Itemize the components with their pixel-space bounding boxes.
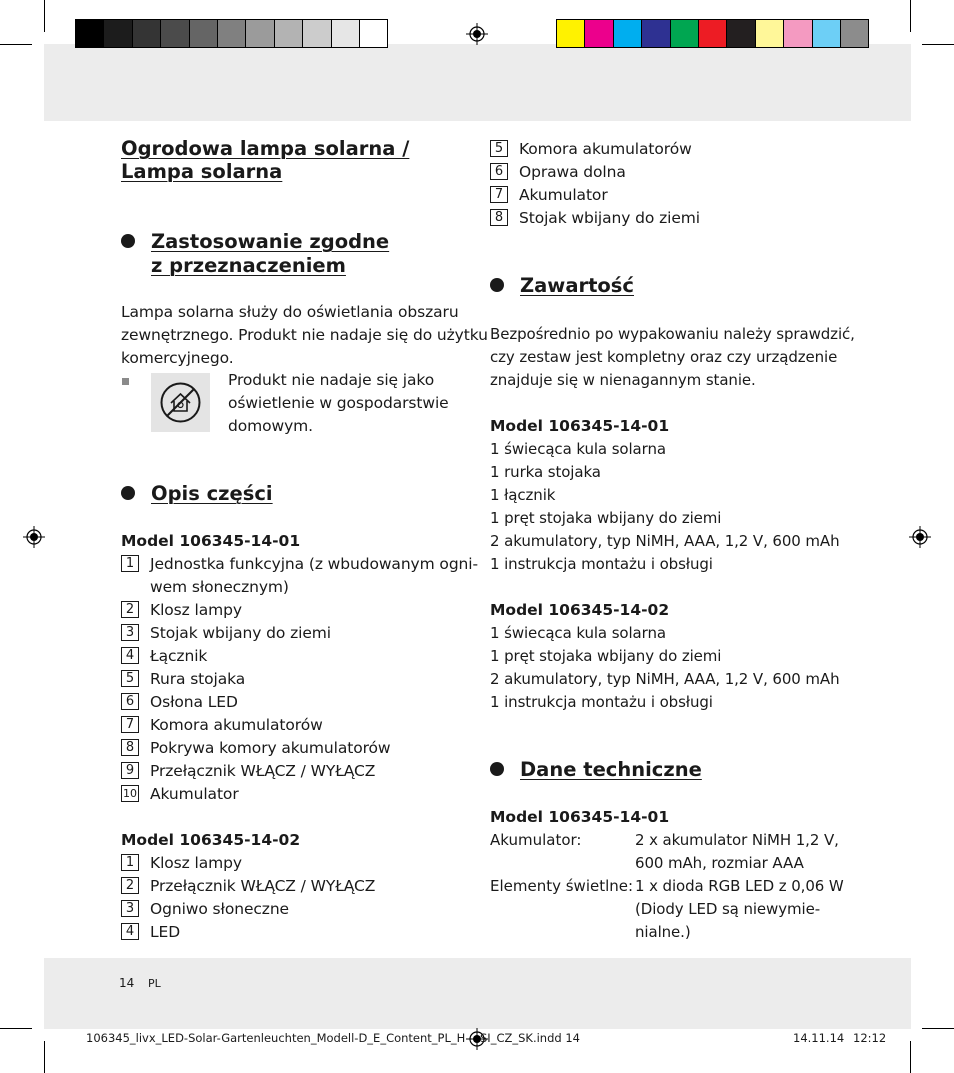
part-number: 6: [121, 693, 139, 710]
bullet-dot-icon: [121, 486, 135, 500]
intro-line: czy zestaw jest kompletny oraz czy urządzenie: [490, 348, 838, 366]
list-item: 1 świecąca kula solarna: [490, 624, 666, 642]
list-item: 1 instrukcja montażu i obsługi: [490, 693, 713, 711]
color-swatch: [302, 19, 331, 48]
section-heading-contents: [490, 274, 820, 300]
color-swatch: [75, 19, 104, 48]
bullet-dot-icon: [121, 234, 135, 248]
part-number: 6: [490, 163, 508, 180]
list-item: [490, 207, 840, 230]
part-number: 2: [121, 601, 139, 618]
color-swatch: [160, 19, 189, 48]
part-label: Osłona LED: [150, 693, 238, 711]
intro-line: znajduje się w nienagannym stanie.: [490, 371, 756, 389]
process-color-bar: [556, 19, 868, 48]
language-code: PL: [148, 977, 161, 990]
footer-band: [44, 958, 911, 1029]
color-swatch: [698, 19, 727, 48]
list-item: 2 akumulatory, typ NiMH, AAA, 1,2 V, 600 mAh: [490, 532, 840, 550]
part-number: 1: [121, 555, 139, 572]
part-label: Pokrywa komory akumulatorów: [150, 739, 391, 757]
header-band: [44, 44, 911, 121]
parts-list-model1: [121, 553, 478, 806]
spec-value-lights: 1 x dioda RGB LED z 0,06 W (Diody LED są niewymie- nialne.): [635, 877, 844, 941]
part-label: Klosz lampy: [150, 854, 242, 872]
color-swatch: [217, 19, 246, 48]
part-label: Oprawa dolna: [519, 163, 626, 181]
registration-mark-icon: [466, 23, 488, 45]
section-heading-usage: [121, 230, 451, 282]
page-title-line1: Ogrodowa lampa solarna /: [121, 137, 410, 160]
spec-value-battery: 2 x akumulator NiMH 1,2 V, 600 mAh, rozmiar AAA: [635, 831, 839, 872]
color-swatch: [556, 19, 585, 48]
section-heading-parts: [121, 482, 451, 508]
parts-list-model2: [121, 852, 471, 944]
list-item: [121, 852, 471, 875]
list-item: [490, 161, 840, 184]
parts-list-model2-continued: [490, 138, 840, 230]
part-number: 10: [123, 787, 137, 800]
part-label: Komora akumulatorów: [150, 716, 323, 734]
no-household-lighting-icon: [151, 373, 210, 432]
note-line: domowym.: [228, 417, 313, 435]
model-title: Model 106345-14-02: [121, 831, 301, 849]
usage-heading-line1: Zastosowanie zgodne: [151, 230, 390, 253]
parts-heading: Opis części: [151, 482, 273, 505]
contents-list-model2: [490, 622, 840, 714]
usage-line: zewnętrznego. Produkt nie nadaje się do użytku: [121, 326, 488, 344]
list-item: [121, 875, 471, 898]
model-title: Model 106345-14-01: [121, 532, 301, 550]
list-item: [121, 783, 471, 806]
list-item: [121, 622, 471, 645]
part-number: 5: [121, 670, 139, 687]
part-number: 3: [121, 900, 139, 917]
color-swatch: [331, 19, 360, 48]
intro-line: Bezpośrednio po wypakowaniu należy sprawdzić,: [490, 325, 855, 343]
color-swatch: [840, 19, 869, 48]
list-item: [121, 737, 471, 760]
list-item: [121, 645, 471, 668]
part-label: Przełącznik WŁĄCZ / WYŁĄCZ: [150, 762, 376, 780]
list-item: 2 akumulatory, typ NiMH, AAA, 1,2 V, 600 mAh: [490, 670, 840, 688]
color-swatch: [812, 19, 841, 48]
color-swatch: [189, 19, 218, 48]
page-title-line2: Lampa solarna: [121, 160, 283, 183]
color-swatch: [584, 19, 613, 48]
list-item: [121, 599, 471, 622]
part-label: Akumulator: [150, 785, 239, 803]
part-number: 8: [490, 209, 508, 226]
bullet-dot-icon: [490, 278, 504, 292]
list-item: [121, 691, 471, 714]
color-swatch: [726, 19, 755, 48]
list-item: 1 świecąca kula solarna: [490, 440, 666, 458]
registration-mark-icon: [23, 526, 45, 548]
color-swatch: [755, 19, 784, 48]
part-label: Komora akumulatorów: [519, 140, 692, 158]
part-number: 7: [490, 186, 508, 203]
part-number: 1: [121, 854, 139, 871]
part-label: Przełącznik WŁĄCZ / WYŁĄCZ: [150, 877, 376, 895]
part-number: 9: [121, 762, 139, 779]
contents-heading: Zawartość: [520, 274, 634, 297]
color-swatch: [783, 19, 812, 48]
model-title: Model 106345-14-02: [490, 601, 670, 619]
file-name-left: 106345_livx_LED-Solar-Gartenleuchten_Modell-D_E_Content_PL_H: [86, 1031, 466, 1045]
color-swatch: [359, 19, 388, 48]
part-label: Stojak wbijany do ziemi: [150, 624, 331, 642]
registration-mark-icon: [909, 526, 931, 548]
part-number: 5: [490, 140, 508, 157]
list-item: 1 pręt stojaka wbijany do ziemi: [490, 509, 722, 527]
part-label: Ogniwo słoneczne: [150, 900, 289, 918]
part-label: Klosz lampy: [150, 601, 242, 619]
contents-intro: [490, 323, 855, 392]
section-heading-tech: [490, 758, 820, 784]
page-number: 14: [119, 976, 135, 990]
list-item: [121, 668, 471, 691]
part-number: 8: [121, 739, 139, 756]
color-swatch: [103, 19, 132, 48]
part-number: 4: [121, 647, 139, 664]
page-title: [121, 137, 409, 183]
list-item: [490, 184, 840, 207]
grayscale-color-bar: [75, 19, 387, 48]
list-item: 1 rurka stojaka: [490, 463, 601, 481]
color-swatch: [132, 19, 161, 48]
note-line: Produkt nie nadaje się jako: [228, 371, 435, 389]
part-number: 3: [121, 624, 139, 641]
usage-line: komercyjnego.: [121, 349, 234, 367]
spec-label-battery: Akumulator:: [490, 831, 582, 849]
model-title: Model 106345-14-01: [490, 808, 670, 826]
part-label: Łącznik: [150, 647, 208, 665]
file-name-right: SI_CZ_SK.indd 14: [480, 1031, 580, 1045]
part-label: LED: [150, 923, 181, 941]
print-date: 14.11.14: [793, 1031, 845, 1045]
part-label: Jednostka funkcyjna (z wbudowanym ogni- wem słonecznym): [150, 555, 478, 596]
bullet-dot-icon: [490, 762, 504, 776]
color-swatch: [245, 19, 274, 48]
list-item: 1 pręt stojaka wbijany do ziemi: [490, 647, 722, 665]
color-swatch: [613, 19, 642, 48]
print-time: 12:12: [853, 1031, 887, 1045]
list-item: 1 łącznik: [490, 486, 556, 504]
note-line: oświetlenie w gospodarstwie: [228, 394, 449, 412]
square-bullet-icon: [122, 378, 129, 385]
part-number: 2: [121, 877, 139, 894]
part-label: Rura stojaka: [150, 670, 246, 688]
list-item: [121, 714, 471, 737]
list-item: [121, 898, 471, 921]
list-item: [121, 553, 478, 599]
list-item: [121, 760, 471, 783]
part-label: Akumulator: [519, 186, 608, 204]
part-number: 4: [121, 923, 139, 940]
model-title: Model 106345-14-01: [490, 417, 670, 435]
list-item: 1 instrukcja montażu i obsługi: [490, 555, 713, 573]
part-number: 7: [121, 716, 139, 733]
spec-label-lights: Elementy świetlne:: [490, 877, 634, 895]
part-label: Stojak wbijany do ziemi: [519, 209, 700, 227]
color-swatch: [274, 19, 303, 48]
usage-line: Lampa solarna służy do oświetlania obszaru: [121, 303, 459, 321]
contents-list-model1: [490, 438, 840, 576]
usage-paragraph: [121, 301, 488, 370]
tech-heading: Dane techniczne: [520, 758, 702, 781]
usage-note: [228, 369, 449, 438]
usage-heading-line2: z przeznaczeniem: [151, 254, 346, 277]
color-swatch: [641, 19, 670, 48]
list-item: [490, 138, 840, 161]
list-item: [121, 921, 471, 944]
color-swatch: [670, 19, 699, 48]
